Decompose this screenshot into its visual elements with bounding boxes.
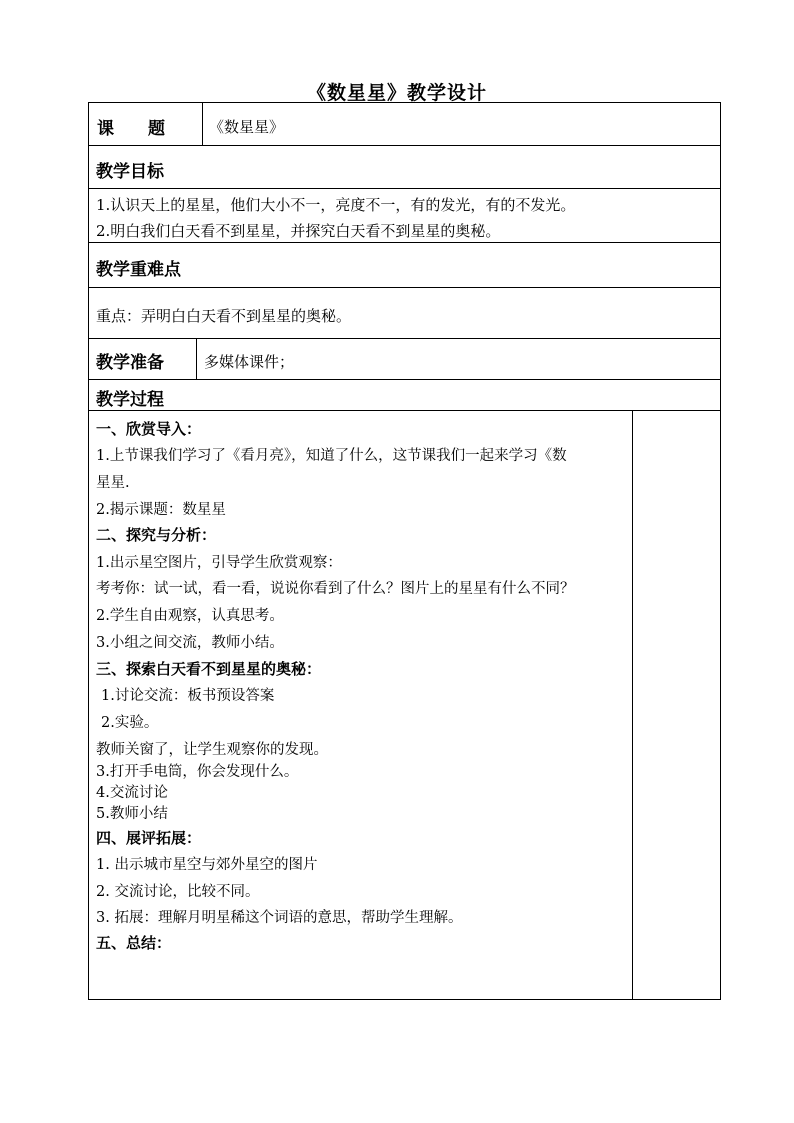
objective-item: 1.认识天上的星星，他们大小不一，亮度不一，有的发光，有的不发光。 xyxy=(96,196,576,214)
row-divider xyxy=(89,379,720,380)
process-line: 三、探索白天看不到星星的奥秘： xyxy=(96,660,322,678)
process-line: 1. 出示城市星空与郊外星空的图片 xyxy=(96,857,318,873)
preparation-value: 多媒体课件； xyxy=(204,353,295,371)
process-line: 考考你：试一试，看一看，说说你看到了什么？图片上的星星有什么不同？ xyxy=(96,581,575,597)
process-line: 2.揭示课题：数星星 xyxy=(96,502,226,518)
process-line: 2.学生自由观察，认真思考。 xyxy=(96,608,284,624)
row-divider xyxy=(89,338,720,339)
process-line: 星星. xyxy=(96,475,130,491)
process-line: 四、展评拓展： xyxy=(96,829,202,847)
row-divider xyxy=(89,287,720,288)
row-divider xyxy=(89,145,720,146)
process-line: 1.讨论交流：板书预设答案 xyxy=(101,688,275,704)
process-line: 1.上节课我们学习了《看月亮》，知道了什么，这节课我们一起来学习《数 xyxy=(96,448,567,464)
process-line: 3.打开手电筒，你会发现什么。 xyxy=(96,764,299,780)
column-divider xyxy=(196,338,197,379)
lesson-plan-table xyxy=(88,102,721,1000)
process-line: 3. 拓展：理解月明星稀这个词语的意思，帮助学生理解。 xyxy=(96,910,463,926)
row-divider xyxy=(89,188,720,189)
process-line: 4.交流讨论 xyxy=(96,785,168,801)
process-line: 1.出示星空图片，引导学生欣赏观察： xyxy=(96,555,342,571)
objective-item: 2.明白我们白天看不到星星，并探究白天看不到星星的奥秘。 xyxy=(96,222,501,240)
process-line: 5.教师小结 xyxy=(96,806,168,822)
key-points-heading: 教学重难点 xyxy=(96,260,181,280)
process-line: 2. 交流讨论，比较不同。 xyxy=(96,884,260,900)
process-line: 3.小组之间交流，教师小结。 xyxy=(96,635,284,651)
column-divider xyxy=(202,103,203,145)
key-points-text: 重点：弄明白白天看不到星星的奥秘。 xyxy=(96,307,352,325)
notes-column-divider xyxy=(632,410,633,999)
process-heading: 教学过程 xyxy=(96,390,164,410)
process-line: 教师关窗了，让学生观察你的发现。 xyxy=(96,742,328,758)
row-divider xyxy=(89,242,720,243)
objectives-heading: 教学目标 xyxy=(96,162,164,182)
topic-label: 课 题 xyxy=(97,119,165,139)
topic-value: 《数星星》 xyxy=(209,118,285,136)
document-title: 《数星星》教学设计 xyxy=(306,82,487,104)
preparation-heading: 教学准备 xyxy=(96,353,164,373)
row-divider xyxy=(89,410,720,411)
process-line: 2.实验。 xyxy=(101,715,159,731)
process-line: 五、总结： xyxy=(96,934,172,952)
process-line: 二、探究与分析： xyxy=(96,526,217,544)
process-line: 一、欣赏导入： xyxy=(96,420,202,438)
